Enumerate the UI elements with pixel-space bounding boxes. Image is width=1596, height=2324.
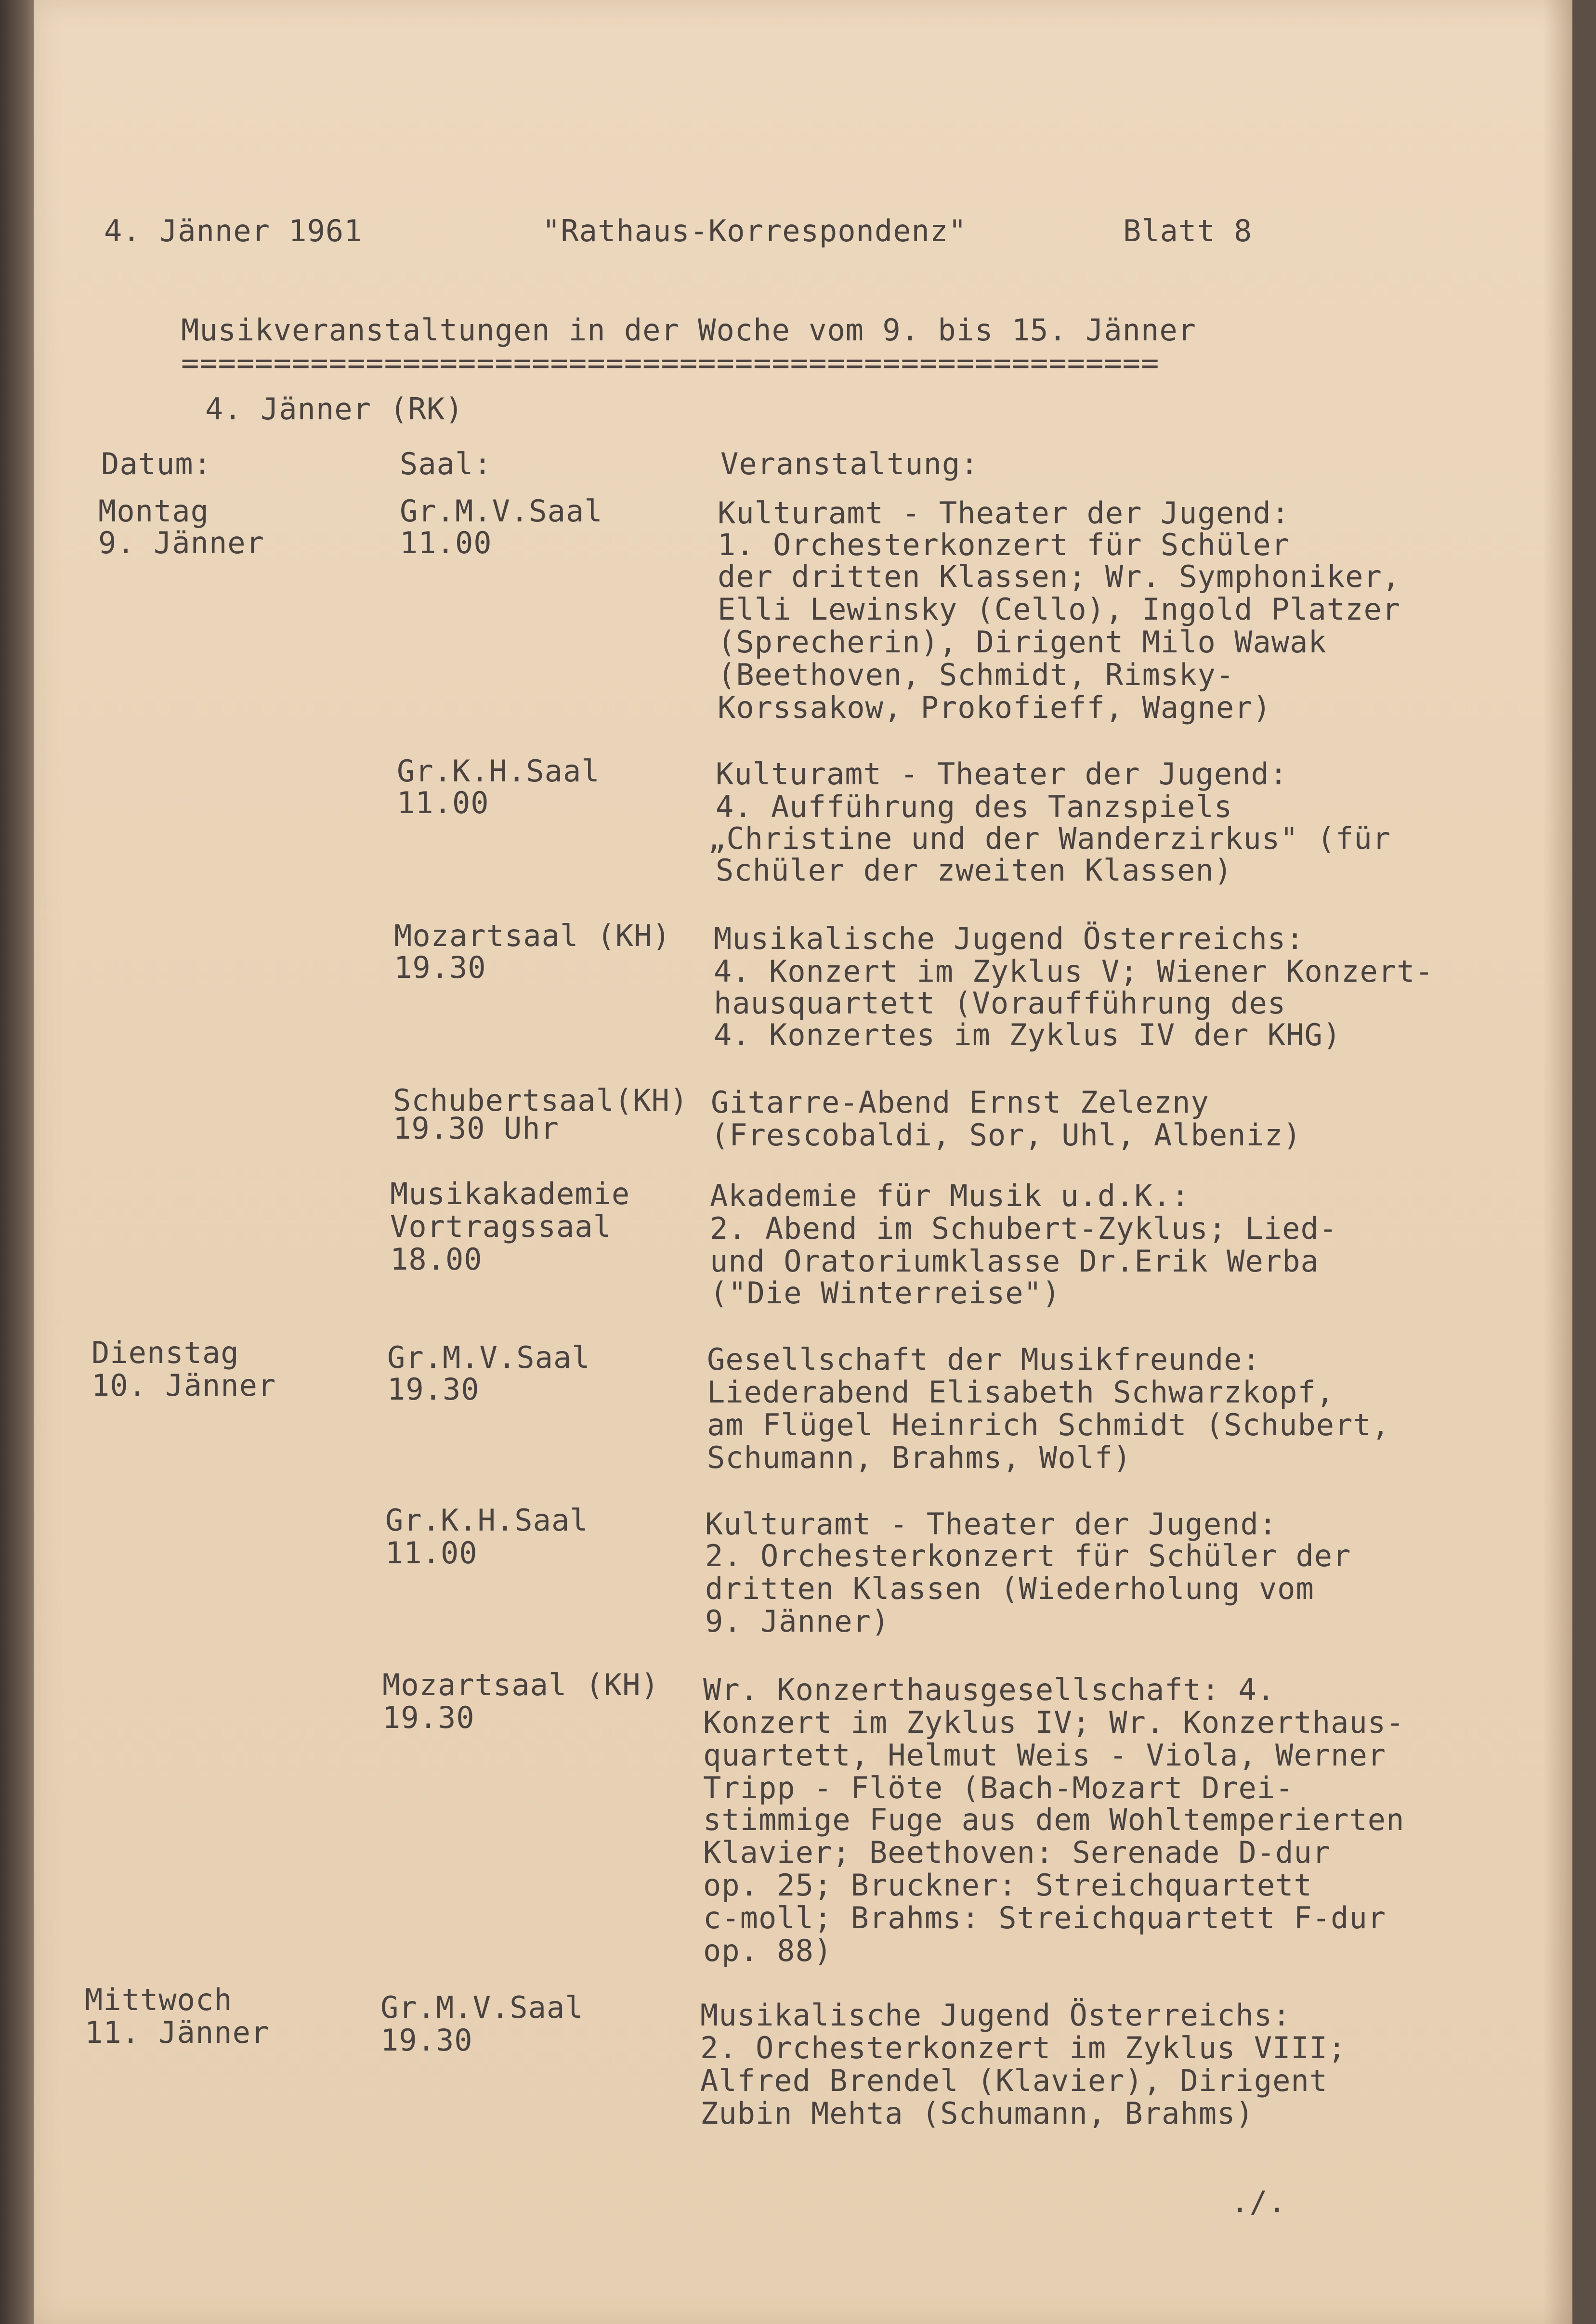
entry-event-line: 2. Abend im Schubert-Zyklus; Lied-: [710, 1211, 1338, 1246]
entry-hall-line: 19.30: [380, 2023, 473, 2058]
entry-event-line: Schumann, Brahms, Wolf): [707, 1440, 1132, 1475]
column-header-hall: Saal:: [400, 446, 492, 481]
entry-hall-line: Schubertsaal(KH): [393, 1083, 689, 1118]
entry-day-line: Montag: [98, 493, 209, 529]
entry-event-line: Tripp - Flöte (Bach-Mozart Drei-: [703, 1770, 1294, 1805]
entry-event-line: 4. Konzert im Zyklus V; Wiener Konzert-: [714, 954, 1434, 989]
entry-day-line: 10. Jänner: [92, 1368, 276, 1403]
entry-event-line: Elli Lewinsky (Cello), Ingold Platzer: [718, 592, 1401, 627]
entry-event-line: Wr. Konzerthausgesellschaft: 4.: [703, 1672, 1276, 1707]
page-edge-shadow: [1544, 0, 1572, 2324]
entry-hall-line: 19.30: [394, 950, 486, 985]
entry-event-line: und Oratoriumklasse Dr.Erik Werba: [710, 1244, 1319, 1279]
entry-event-line: 2. Orchesterkonzert im Zyklus VIII;: [700, 2030, 1347, 2065]
entry-event-line: op. 88): [703, 1933, 833, 1968]
entry-hall-line: 19.30: [387, 1372, 480, 1407]
entry-hall-line: 19.30 Uhr: [393, 1111, 559, 1146]
entry-event-line: Musikalische Jugend Österreichs:: [700, 1998, 1291, 2033]
entry-hall-line: Gr.M.V.Saal: [387, 1340, 590, 1375]
entry-event-line: dritten Klassen (Wiederholung vom: [705, 1571, 1314, 1606]
entry-event-line: 2. Orchesterkonzert für Schüler der: [705, 1538, 1351, 1573]
entry-hall-line: 11.00: [397, 785, 489, 820]
entry-event-line: (Sprecherin), Dirigent Milo Wawak: [718, 624, 1327, 660]
entry-day-line: 11. Jänner: [85, 2015, 270, 2050]
entry-event-line: quartett, Helmut Weis - Viola, Werner: [703, 1738, 1387, 1773]
entry-event-line: Konzert im Zyklus IV; Wr. Konzerthaus-: [703, 1705, 1405, 1740]
entry-event-line: Gitarre-Abend Ernst Zelezny: [711, 1085, 1209, 1120]
entry-event-line: Korssakow, Prokofieff, Wagner): [718, 690, 1271, 725]
entry-hall-line: Gr.M.V.Saal: [400, 493, 603, 529]
book-spine: [0, 0, 34, 2324]
entry-hall-line: 19.30: [382, 1700, 475, 1735]
header-publication: "Rathaus-Korrespondenz": [542, 213, 967, 248]
entry-event-line: 9. Jänner): [705, 1604, 890, 1639]
entry-event-line: Liederabend Elisabeth Schwarzkopf,: [707, 1375, 1335, 1410]
entry-event-line: Kulturamt - Theater der Jugend:: [705, 1506, 1278, 1542]
entry-day-line: 9. Jänner: [98, 525, 264, 560]
entry-event-line: hausquartett (Voraufführung des: [714, 986, 1286, 1021]
entry-event-line: stimmige Fuge aus dem Wohltemperierten: [703, 1802, 1405, 1837]
entry-hall-line: 11.00: [385, 1535, 478, 1571]
entry-hall-line: Gr.K.H.Saal: [385, 1503, 589, 1538]
entry-event-line: 1. Orchesterkonzert für Schüler: [718, 527, 1290, 562]
entry-event-line: Zubin Mehta (Schumann, Brahms): [700, 2096, 1254, 2131]
entry-event-line: Klavier; Beethoven: Serenade D-dur: [703, 1835, 1331, 1870]
entry-day-line: Mittwoch: [85, 1982, 233, 2017]
header-date: 4. Jänner 1961: [104, 213, 363, 248]
entry-event-line: am Flügel Heinrich Schmidt (Schubert,: [707, 1407, 1390, 1442]
entry-event-line: Musikalische Jugend Österreichs:: [714, 921, 1305, 956]
header-sheet: Blatt 8: [1123, 213, 1253, 248]
entry-event-line: Schüler der zweiten Klassen): [716, 853, 1233, 888]
entry-event-line: Kulturamt - Theater der Jugend:: [718, 495, 1290, 531]
column-header-event: Veranstaltung:: [720, 446, 979, 481]
entry-hall-line: 11.00: [400, 525, 492, 560]
entry-event-line: (Frescobaldi, Sor, Uhl, Albeniz): [711, 1117, 1302, 1153]
entry-event-line: Kulturamt - Theater der Jugend:: [716, 756, 1288, 792]
entry-hall-line: 18.00: [390, 1242, 483, 1277]
title-underline: =====================================================: [181, 353, 1160, 373]
source-line: 4. Jänner (RK): [205, 391, 464, 427]
continuation-mark: ./.: [1231, 2184, 1286, 2220]
entry-hall-line: Musikakademie: [390, 1176, 630, 1211]
entry-hall-line: Gr.M.V.Saal: [380, 1990, 584, 2025]
entry-event-line: Gesellschaft der Musikfreunde:: [707, 1342, 1261, 1377]
entry-hall-line: Vortragssaal: [390, 1209, 612, 1244]
entry-event-line: (Beethoven, Schmidt, Rimsky-: [718, 657, 1235, 692]
document-title: Musikveranstaltungen in der Woche vom 9. bis 15. Jänner: [181, 312, 1196, 348]
entry-event-line: „Christine und der Wanderzirkus" (für: [708, 821, 1391, 856]
document-page: [34, 0, 1572, 2324]
entry-day-line: Dienstag: [92, 1335, 239, 1370]
entry-event-line: der dritten Klassen; Wr. Symphoniker,: [718, 559, 1401, 594]
entry-event-line: Alfred Brendel (Klavier), Dirigent: [700, 2063, 1328, 2098]
entry-hall-line: Gr.K.H.Saal: [397, 753, 600, 789]
entry-event-line: 4. Konzertes im Zyklus IV der KHG): [714, 1017, 1342, 1052]
entry-event-line: op. 25; Bruckner: Streichquartett: [703, 1868, 1312, 1903]
entry-event-line: 4. Aufführung des Tanzspiels: [716, 789, 1233, 824]
column-header-date: Datum:: [101, 446, 212, 481]
entry-event-line: c-moll; Brahms: Streichquartett F-dur: [703, 1900, 1387, 1935]
entry-hall-line: Mozartsaal (KH): [394, 918, 671, 953]
entry-hall-line: Mozartsaal (KH): [382, 1667, 659, 1702]
entry-event-line: Akademie für Musik u.d.K.:: [710, 1178, 1190, 1213]
entry-event-line: ("Die Winterreise"): [710, 1275, 1061, 1311]
